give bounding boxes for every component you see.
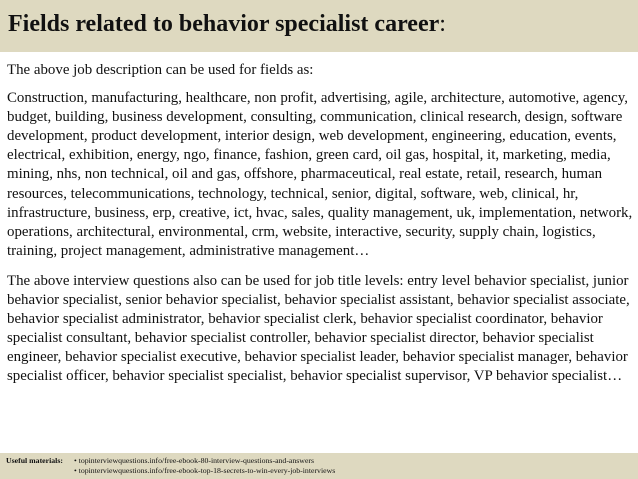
- title-banner: [0, 0, 638, 52]
- footer-bar: [0, 453, 638, 479]
- page-title: [8, 9, 446, 39]
- slide-body: [7, 61, 633, 398]
- intro-text: The above job description can be used for fields as:: [7, 62, 314, 78]
- footer-label: Useful materials:: [6, 456, 63, 465]
- footer-link-ebook-18-secrets[interactable]: • topinterviewquestions.info/free-ebook-top-18-secrets-to-win-every-job-interviews: [74, 466, 336, 475]
- page-title-text: Fields related to behavior specialist career: [8, 11, 440, 37]
- footer-links: [74, 456, 335, 476]
- job-levels-paragraph: The above interview questions also can be used for job title levels: entry level behavior specialist, junior behavior specialist, senior behavior specialist, behavior specialist assistant, behavior specialist associate, behavior specialist administrator, behavior specialist clerk, behavior specialist coordinator, behavior specialist consultant, behavior specialist controller, behavior specialist director, behavior specialist engineer, behavior specialist executive, behavior specialist leader, behavior specialist manager, behavior specialist officer, behavior specialist specialist, behavior specialist supervisor, VP behavior specialist…: [7, 272, 630, 385]
- page-title-colon: :: [439, 11, 446, 37]
- footer-link-ebook-80-questions[interactable]: • topinterviewquestions.info/free-ebook-80-interview-questions-and-answers: [74, 456, 315, 465]
- fields-list-paragraph: Construction, manufacturing, healthcare, non profit, advertising, agile, architecture, automotive, agency, budget, building, business development, consulting, communication, clinical research, design, software development, product development, interior design, web development, engineering, education, events, electrical, exhibition, energy, ngo, finance, fashion, green card, oil gas, hospital, it, marketing, media, mining, nhs, non technical, oil and gas, offshore, pharmaceutical, real estate, retail, research, human resources, telecommunications, technology, technical, senior, digital, software, web, clinical, hr, infrastructure, business, erp, creative, ict, hvac, sales, quality management, uk, implementation, network, operations, architectural, environmental, crm, website, interactive, security, supply chain, logistics, training, project management, administrative management…: [7, 90, 633, 259]
